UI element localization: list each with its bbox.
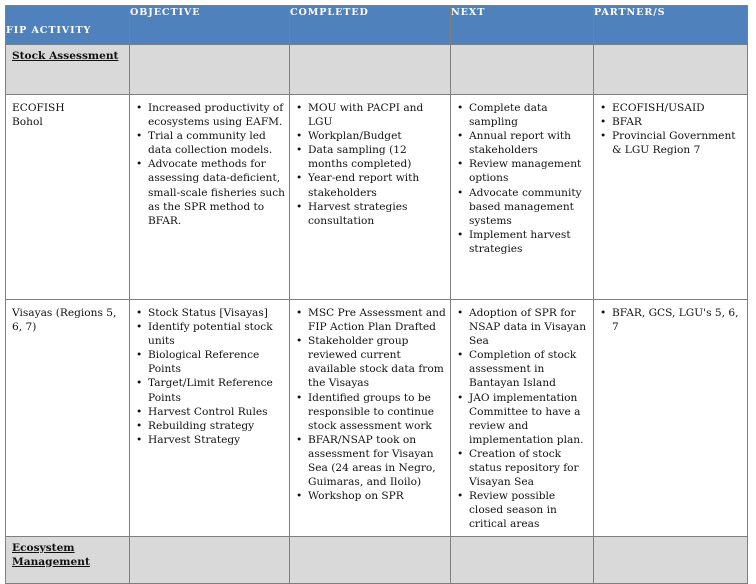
completed-list <box>293 306 447 503</box>
header-partners: PARTNER/S <box>594 6 748 45</box>
list-item: • Adoption of SPR for NSAP data in Visayan Sea <box>454 306 590 348</box>
list-item: • Review possible closed season in critical areas <box>454 489 590 531</box>
list-item: • Target/Limit Reference Points <box>133 376 286 404</box>
objective-cell <box>130 300 290 537</box>
objective-list <box>133 306 286 447</box>
list-item: • Provincial Government & LGU Region 7 <box>597 129 744 157</box>
empty-cell <box>290 45 451 95</box>
list-item: • BFAR <box>597 115 744 129</box>
list-item: • BFAR/NSAP took on assessment for Visayan Sea (24 areas in Negro, Guimaras, and Iloilo) <box>293 433 447 489</box>
next-list <box>454 101 590 256</box>
list-item: • Harvest Strategy <box>133 433 286 447</box>
partners-list <box>597 101 744 157</box>
section-row-stock-assessment <box>6 45 748 95</box>
partners-cell <box>594 95 748 300</box>
list-item: • Harvest strategies consultation <box>293 200 447 228</box>
list-item: • Completion of stock assessment in Bantayan Island <box>454 348 590 390</box>
header-next: NEXT <box>451 6 594 45</box>
list-item: • Rebuilding strategy <box>133 419 286 433</box>
section-row-ecosystem-management <box>6 536 748 583</box>
empty-cell <box>130 536 290 583</box>
list-item: • Workplan/Budget <box>293 129 447 143</box>
list-item: • Workshop on SPR <box>293 489 447 503</box>
objective-cell <box>130 95 290 300</box>
completed-list <box>293 101 447 228</box>
list-item: • Complete data sampling <box>454 101 590 129</box>
completed-cell <box>290 95 451 300</box>
empty-cell <box>594 45 748 95</box>
list-item: • Creation of stock status repository for Visayan Sea <box>454 447 590 489</box>
completed-cell <box>290 300 451 537</box>
empty-cell <box>290 536 451 583</box>
next-cell <box>451 95 594 300</box>
partners-cell <box>594 300 748 537</box>
table-row <box>6 95 748 300</box>
header-completed: COMPLETED <box>290 6 451 45</box>
list-item: • BFAR, GCS, LGU's 5, 6, 7 <box>597 306 744 334</box>
list-item: • MOU with PACPI and LGU <box>293 101 447 129</box>
section-title: Stock Assessment <box>6 45 130 95</box>
empty-cell <box>451 536 594 583</box>
list-item: • Trial a community led data collection models. <box>133 129 286 157</box>
list-item: • Identify potential stock units <box>133 320 286 348</box>
list-item: • ECOFISH/USAID <box>597 101 744 115</box>
empty-cell <box>594 536 748 583</box>
list-item: • JAO implementation Committee to have a review and implementation plan. <box>454 391 590 447</box>
list-item: • Advocate methods for assessing data-deficient, small-scale fisheries such as the SPR method to BFAR. <box>133 157 286 227</box>
header-objective: OBJECTIVE <box>130 6 290 45</box>
list-item: • Implement harvest strategies <box>454 228 590 256</box>
table-row <box>6 300 748 537</box>
list-item: • Increased productivity of ecosystems using EAFM. <box>133 101 286 129</box>
empty-cell <box>130 45 290 95</box>
section-title: Ecosystem Management <box>6 536 130 583</box>
list-item: • Data sampling (12 months completed) <box>293 143 447 171</box>
list-item: • Annual report with stakeholders <box>454 129 590 157</box>
list-item: • Biological Reference Points <box>133 348 286 376</box>
list-item: • MSC Pre Assessment and FIP Action Plan Drafted <box>293 306 447 334</box>
activity-name: Visayas (Regions 5, 6, 7) <box>12 307 117 334</box>
next-cell <box>451 300 594 537</box>
activity-cell <box>6 300 130 537</box>
list-item: • Harvest Control Rules <box>133 405 286 419</box>
next-list <box>454 306 590 532</box>
header-fip-activity: FIP ACTIVITY <box>6 6 130 45</box>
list-item: • Year-end report with stakeholders <box>293 171 447 199</box>
fip-activity-table <box>5 5 748 584</box>
header-row <box>6 6 748 45</box>
list-item: • Identified groups to be responsible to continue stock assessment work <box>293 391 447 433</box>
activity-cell <box>6 95 130 300</box>
list-item: • Advocate community based management systems <box>454 186 590 228</box>
objective-list <box>133 101 286 228</box>
list-item: • Review management options <box>454 157 590 185</box>
activity-name: ECOFISH Bohol <box>12 102 65 129</box>
list-item: • Stock Status [Visayas] <box>133 306 286 320</box>
list-item: • Stakeholder group reviewed current available stock data from the Visayas <box>293 334 447 390</box>
empty-cell <box>451 45 594 95</box>
partners-list <box>597 306 744 334</box>
